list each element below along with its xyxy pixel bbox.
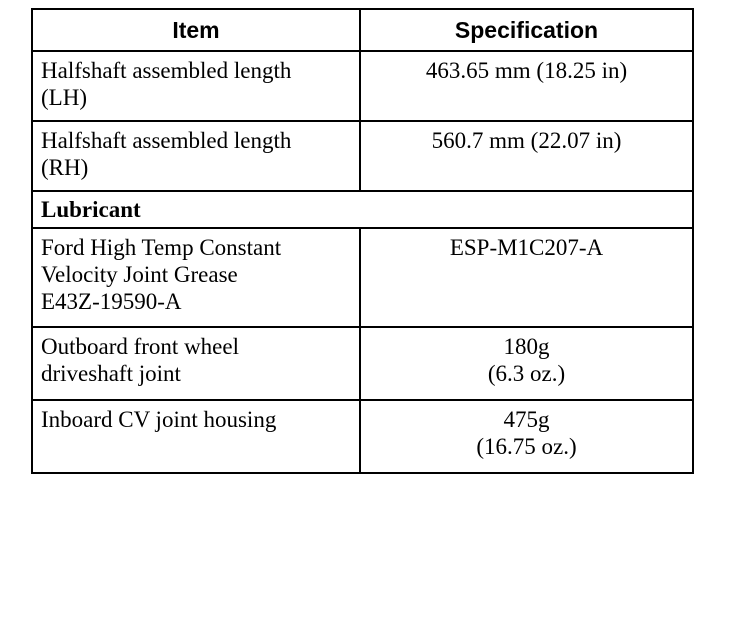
section-row	[32, 191, 693, 228]
table-row	[32, 327, 693, 400]
spec-text: (6.3 oz.)	[487, 361, 566, 386]
spec-text: ESP-M1C207-A	[449, 235, 604, 260]
item-cell	[32, 327, 360, 400]
item-text: driveshaft joint	[41, 361, 181, 386]
spec-text: 180g	[503, 334, 550, 359]
item-cell	[32, 228, 360, 327]
table-row	[32, 400, 693, 473]
item-text: (LH)	[41, 85, 87, 110]
item-text: Halfshaft assembled length	[41, 58, 292, 83]
table-row	[32, 228, 693, 327]
item-cell	[32, 400, 360, 473]
header-item: Item	[32, 9, 360, 51]
item-text: Outboard front wheel	[41, 334, 239, 359]
item-text: E43Z-19590-A	[41, 289, 182, 314]
spec-cell	[360, 51, 693, 121]
spec-cell	[360, 228, 693, 327]
spec-cell	[360, 400, 693, 473]
item-text: Inboard CV joint housing	[41, 407, 277, 432]
spec-cell	[360, 121, 693, 191]
header-specification: Specification	[360, 9, 693, 51]
section-label: Lubricant	[32, 191, 693, 228]
item-text: Halfshaft assembled length	[41, 128, 292, 153]
spec-text: 560.7 mm (22.07 in)	[431, 128, 622, 153]
spec-text: (16.75 oz.)	[476, 434, 577, 459]
item-cell	[32, 51, 360, 121]
item-text: Ford High Temp Constant	[41, 235, 282, 260]
item-text: (RH)	[41, 155, 89, 180]
table-header-row	[32, 9, 693, 51]
item-cell	[32, 121, 360, 191]
table-row	[32, 121, 693, 191]
spec-text: 463.65 mm (18.25 in)	[425, 58, 628, 83]
item-text: Velocity Joint Grease	[41, 262, 238, 287]
spec-cell	[360, 327, 693, 400]
specification-table	[31, 8, 694, 474]
spec-text: 475g	[503, 407, 550, 432]
table-row	[32, 51, 693, 121]
